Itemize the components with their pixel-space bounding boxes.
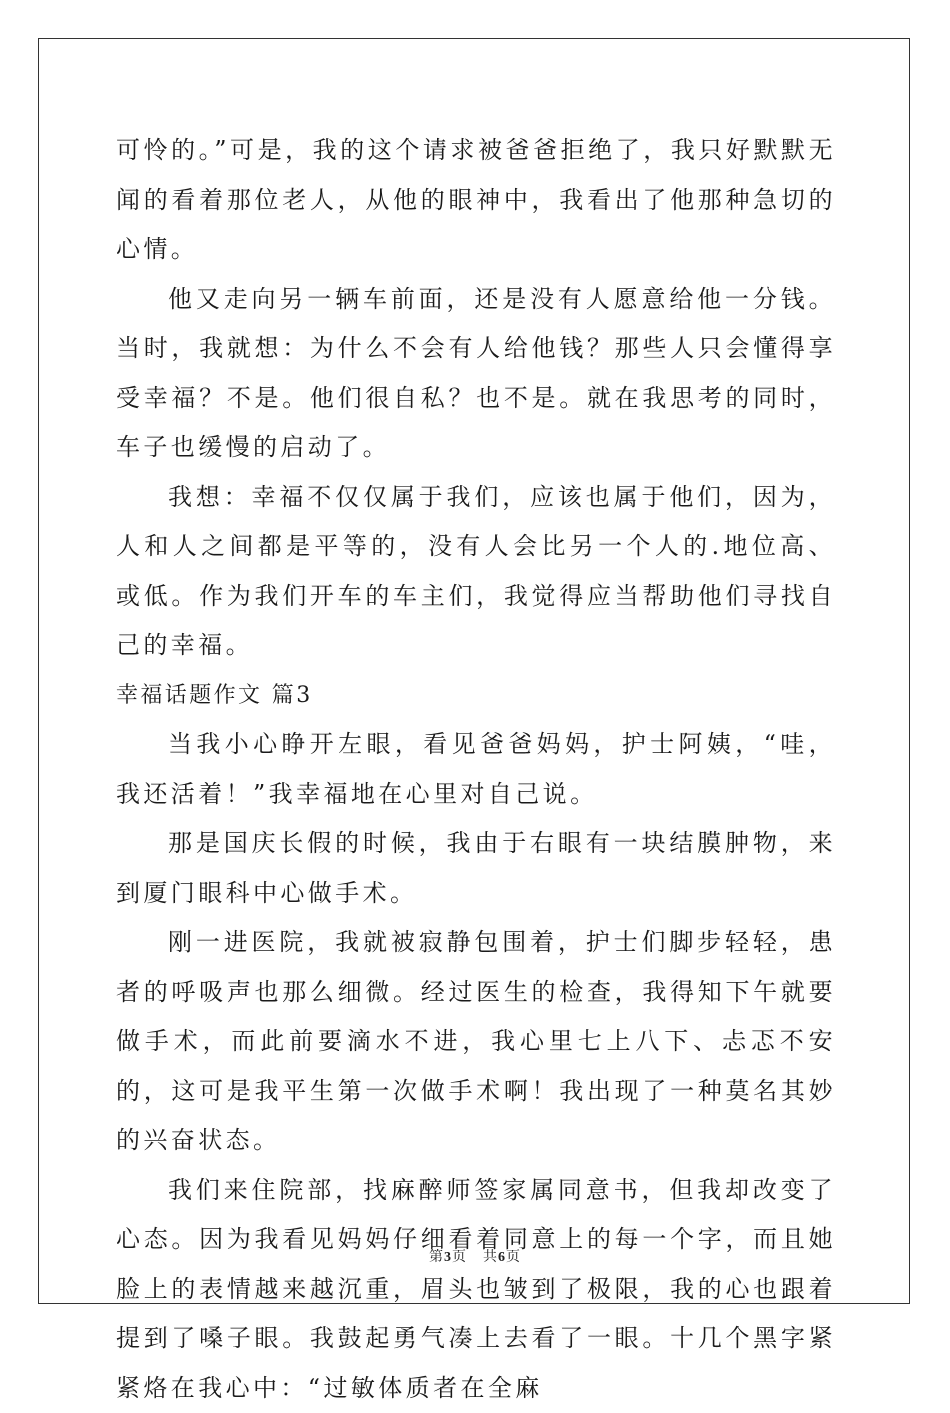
page-footer bbox=[0, 1246, 950, 1266]
page-label-prefix: 第 bbox=[429, 1249, 444, 1265]
section-heading: 幸福话题作文 篇3 bbox=[116, 671, 836, 721]
paragraph-1: 可怜的。”可是，我的这个请求被爸爸拒绝了，我只好默默无闻的看着那位老人，从他的眼神中，我看出了他那种急切的心情。 bbox=[116, 126, 836, 275]
paragraph-5: 那是国庆长假的时候，我由于右眼有一块结膜肿物，来到厦门眼科中心做手术。 bbox=[116, 819, 836, 918]
total-page-number: 6 bbox=[498, 1250, 506, 1265]
page-label-suffix: 页 bbox=[452, 1249, 467, 1265]
paragraph-7: 我们来住院部，找麻醉师签家属同意书，但我却改变了心态。因为我看见妈妈仔细看着同意上的每一个字，而且她脸上的表情越来越沉重，眉头也皱到了极限，我的心也跟着提到了嗓子眼。我鼓起勇气凑上去看了一眼。十几个黑字紧紧烙在我心中：“过敏体质者在全麻 bbox=[116, 1166, 836, 1413]
paragraph-2: 他又走向另一辆车前面，还是没有人愿意给他一分钱。当时，我就想：为什么不会有人给他钱？那些人只会懂得享受幸福？不是。他们很自私？也不是。就在我思考的同时，车子也缓慢的启动了。 bbox=[116, 275, 836, 473]
paragraph-6: 刚一进医院，我就被寂静包围着，护士们脚步轻轻，患者的呼吸声也那么细微。经过医生的检查，我得知下午就要做手术，而此前要滴水不进，我心里七上八下、忐忑不安的，这可是我平生第一次做手术啊！我出现了一种莫名其妙的兴奋状态。 bbox=[116, 918, 836, 1166]
paragraph-3: 我想：幸福不仅仅属于我们，应该也属于他们，因为，人和人之间都是平等的，没有人会比另一个人的.地位高、或低。作为我们开车的车主们，我觉得应当帮助他们寻找自己的幸福。 bbox=[116, 473, 836, 671]
total-label-prefix: 共 bbox=[483, 1249, 498, 1265]
paragraph-4: 当我小心睁开左眼，看见爸爸妈妈，护士阿姨，“哇，我还活着！”我幸福地在心里对自己说。 bbox=[116, 720, 836, 819]
total-label-suffix: 页 bbox=[506, 1249, 521, 1265]
current-page-number: 3 bbox=[444, 1250, 452, 1265]
document-body bbox=[116, 126, 836, 1413]
